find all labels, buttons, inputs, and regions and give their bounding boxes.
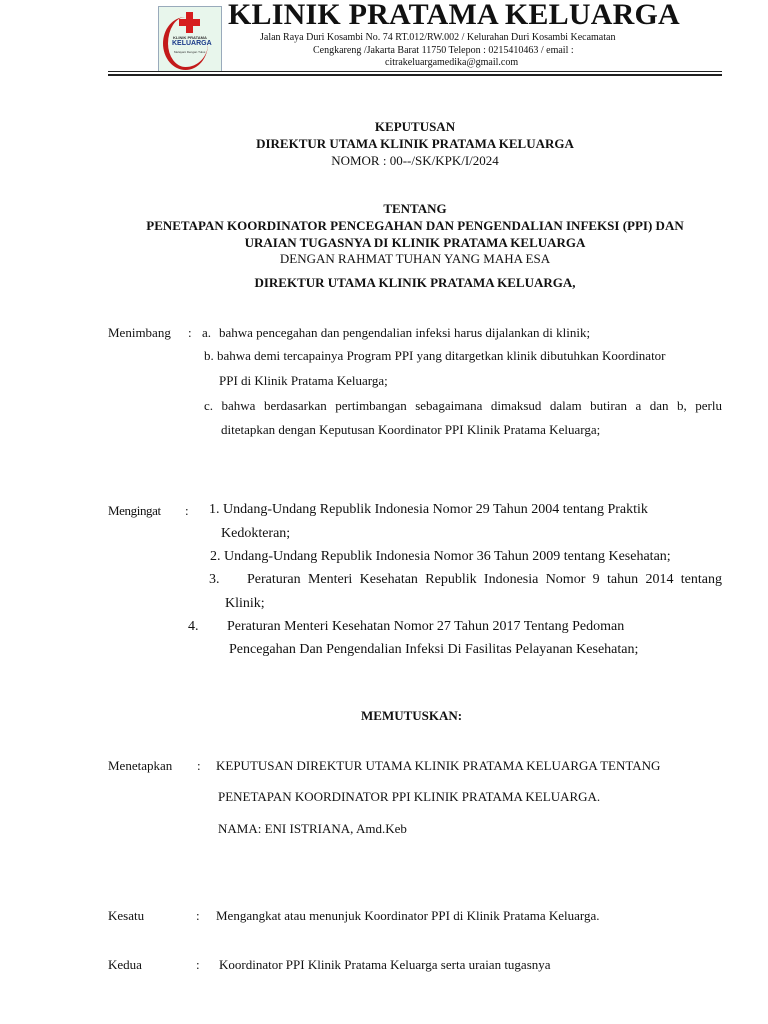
menimbang-c-line-1: c. bahwa berdasarkan pertimbangan sebagaimana dimaksud dalam butiran a dan b, perlu	[204, 398, 722, 413]
mengingat-item-4-line-2: Pencegahan Dan Pengendalian Infeksi Di Fasilitas Pelayanan Kesehatan;	[229, 642, 639, 657]
mengingat-item-2: 2. Undang-Undang Republik Indonesia Nomor 36 Tahun 2009 tentang Kesehatan;	[210, 549, 671, 564]
menetapkan-colon: :	[197, 758, 201, 773]
menimbang-b-line-1: b. bahwa demi tercapainya Program PPI yang ditargetkan klinik dibutuhkan Koordinator	[204, 348, 666, 363]
logo-text-bottom: Melayani Dengan Tulus	[174, 50, 206, 54]
mengingat-colon: :	[185, 503, 189, 518]
kedua-label: Kedua	[108, 957, 142, 972]
menimbang-colon: :	[188, 325, 192, 340]
letterhead-divider	[108, 71, 722, 72]
menimbang-b-line-2: PPI di Klinik Pratama Keluarga;	[219, 373, 388, 388]
mengingat-item-1-line-2: Kedokteran;	[221, 526, 291, 541]
decree-title: KEPUTUSAN	[374, 119, 456, 134]
menimbang-label: Menimbang	[108, 325, 171, 340]
kedua-text: Koordinator PPI Klinik Pratama Keluarga serta uraian tugasnya	[219, 957, 551, 972]
kesatu-label: Kesatu	[108, 908, 145, 923]
decree-issuer: DIREKTUR UTAMA KLINIK PRATAMA KELUARGA	[256, 136, 574, 151]
menimbang-a-text: bahwa pencegahan dan pengendalian infeksi harus dijalankan di klinik;	[219, 325, 591, 340]
menetapkan-line-1: KEPUTUSAN DIREKTUR UTAMA KLINIK PRATAMA KELUARGA TENTANG	[216, 758, 661, 773]
mengingat-item-3-number: 3.	[209, 572, 220, 587]
clinic-name: KLINIK PRATAMA KELUARGA	[228, 0, 680, 31]
letterhead-divider-thick	[108, 74, 722, 76]
mengingat-item-3-line-1: Peraturan Menteri Kesehatan Republik Indonesia Nomor 9 tahun 2014 tentang	[247, 572, 722, 587]
director-line: DIREKTUR UTAMA KLINIK PRATAMA KELUARGA,	[254, 275, 576, 290]
mengingat-item-1-line-1: 1. Undang-Undang Republik Indonesia Nomor 29 Tahun 2004 tentang Praktik	[209, 502, 648, 517]
subject-line-2: URAIAN TUGASNYA DI KLINIK PRATAMA KELUARGA	[244, 235, 586, 250]
grace-line: DENGAN RAHMAT TUHAN YANG MAHA ESA	[279, 251, 551, 266]
clinic-logo	[158, 6, 222, 72]
mengingat-item-3-line-2: Klinik;	[225, 596, 265, 611]
mengingat-item-4-line-1: Peraturan Menteri Kesehatan Nomor 27 Tahun 2017 Tentang Pedoman	[227, 619, 625, 634]
mengingat-label: Mengingat	[108, 503, 161, 518]
logo-text-main: KELUARGA	[172, 40, 212, 47]
kedua-colon: :	[196, 957, 200, 972]
about-heading: TENTANG	[383, 201, 447, 216]
memutuskan-heading: MEMUTUSKAN:	[361, 708, 463, 723]
email-line: citrakeluargamedika@gmail.com	[385, 57, 519, 68]
coordinator-name: NAMA: ENI ISTRIANA, Amd.Keb	[218, 821, 407, 836]
menimbang-a-marker: a.	[202, 325, 212, 340]
menimbang-c-line-2: ditetapkan dengan Keputusan Koordinator PPI Klinik Pratama Keluarga;	[221, 422, 601, 437]
subject-line-1: PENETAPAN KOORDINATOR PENCEGAHAN DAN PENGENDALIAN INFEKSI (PPI) DAN	[146, 218, 684, 233]
logo-text-top: KLINIK PRATAMA	[173, 35, 207, 40]
menetapkan-line-2: PENETAPAN KOORDINATOR PPI KLINIK PRATAMA KELUARGA.	[218, 789, 601, 804]
kesatu-text: Mengangkat atau menunjuk Koordinator PPI di Klinik Pratama Keluarga.	[216, 908, 600, 923]
kesatu-colon: :	[196, 908, 200, 923]
mengingat-item-4-number: 4.	[188, 619, 199, 634]
address-line-1: Jalan Raya Duri Kosambi No. 74 RT.012/RW.002 / Kelurahan Duri Kosambi Kecamatan	[260, 32, 616, 43]
decree-number: NOMOR : 00--/SK/KPK/I/2024	[331, 153, 499, 168]
address-line-2: Cengkareng /Jakarta Barat 11750 Telepon : 0215410463 / email :	[313, 45, 574, 56]
menetapkan-label: Menetapkan	[108, 758, 173, 773]
